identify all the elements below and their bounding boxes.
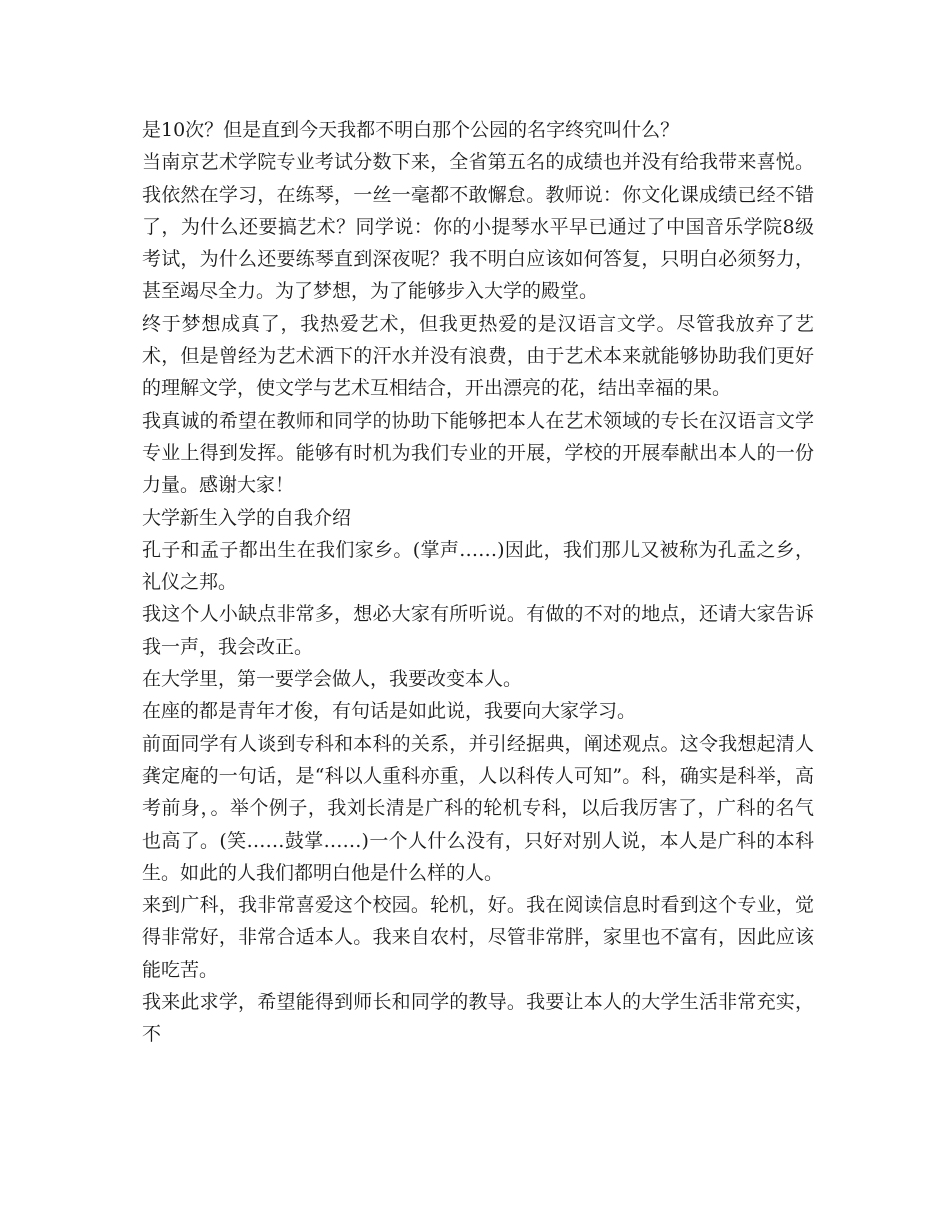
paragraph-12: 我来此求学，希望能得到师长和同学的教导。我要让本人的大学生活非常充实，不 — [142, 991, 814, 1046]
document-body — [142, 114, 814, 1051]
paragraph-4: 我真诚的希望在教师和同学的协助下能够把本人在艺术领域的专长在汉语言文学专业上得到发挥。能够有时机为我们专业的开展，学校的开展奉献出本人的一份力量。感谢大家！ — [142, 409, 814, 497]
paragraph-6: 孔子和孟子都出生在我们家乡。(掌声……)因此，我们那儿又被称为孔孟之乡，礼仪之邦。 — [142, 538, 814, 594]
paragraph-8: 在大学里，第一要学会做人，我要改变本人。 — [142, 668, 523, 691]
paragraph-9: 在座的都是青年才俊，有句话是如此说，我要向大家学习。 — [142, 700, 637, 723]
section-heading: 大学新生入学的自我介绍 — [142, 506, 352, 529]
paragraph-11: 来到广科，我非常喜爱这个校园。轮机，好。我在阅读信息时看到这个专业，觉得非常好，非常合适本人。我来自农村，尽管非常胖，家里也不富有，因此应该能吃苦。 — [142, 894, 814, 981]
paragraph-3: 终于梦想成真了，我热爱艺术，但我更热爱的是汉语言文学。尽管我放弃了艺术，但是曾经为艺术洒下的汗水并没有浪费，由于艺术本来就能够协助我们更好的理解文学，使文学与艺术互相结合，开出漂亮的花，结出幸福的果。 — [142, 312, 814, 400]
paragraph-10: 前面同学有人谈到专科和本科的关系，并引经据典，阐述观点。这令我想起清人龚定庵的一句话，是“科以人重科亦重，人以科传人可知”。科，确实是科举，高考前身，。举个例子，我刘长清是广科的轮机专科，以后我厉害了，广科的名气也高了。(笑……鼓掌……)一个人什么没有，只好对别人说，本人是广科的本科生。如此的人我们都明白他是什么样的人。 — [142, 732, 814, 884]
paragraph-1: 是10次？但是直到今天我都不明白那个公园的名字终究叫什么？ — [142, 119, 680, 141]
paragraph-2: 当南京艺术学院专业考试分数下来，全省第五名的成绩也并没有给我带来喜悦。我依然在学习，在练琴，一丝一毫都不敢懈怠。教师说：你文化课成绩已经不错了，为什么还要搞艺术？同学说：你的小提琴水平早已通过了中国音乐学院8级考试，为什么还要练琴直到深夜呢？我不明白应该如何答复，只明白必须努力，甚至竭尽全力。为了梦想，为了能够步入大学的殿堂。 — [142, 151, 814, 303]
paragraph-7: 我这个人小缺点非常多，想必大家有所听说。有做的不对的地点，还请大家告诉我一声，我会改正。 — [142, 603, 814, 658]
